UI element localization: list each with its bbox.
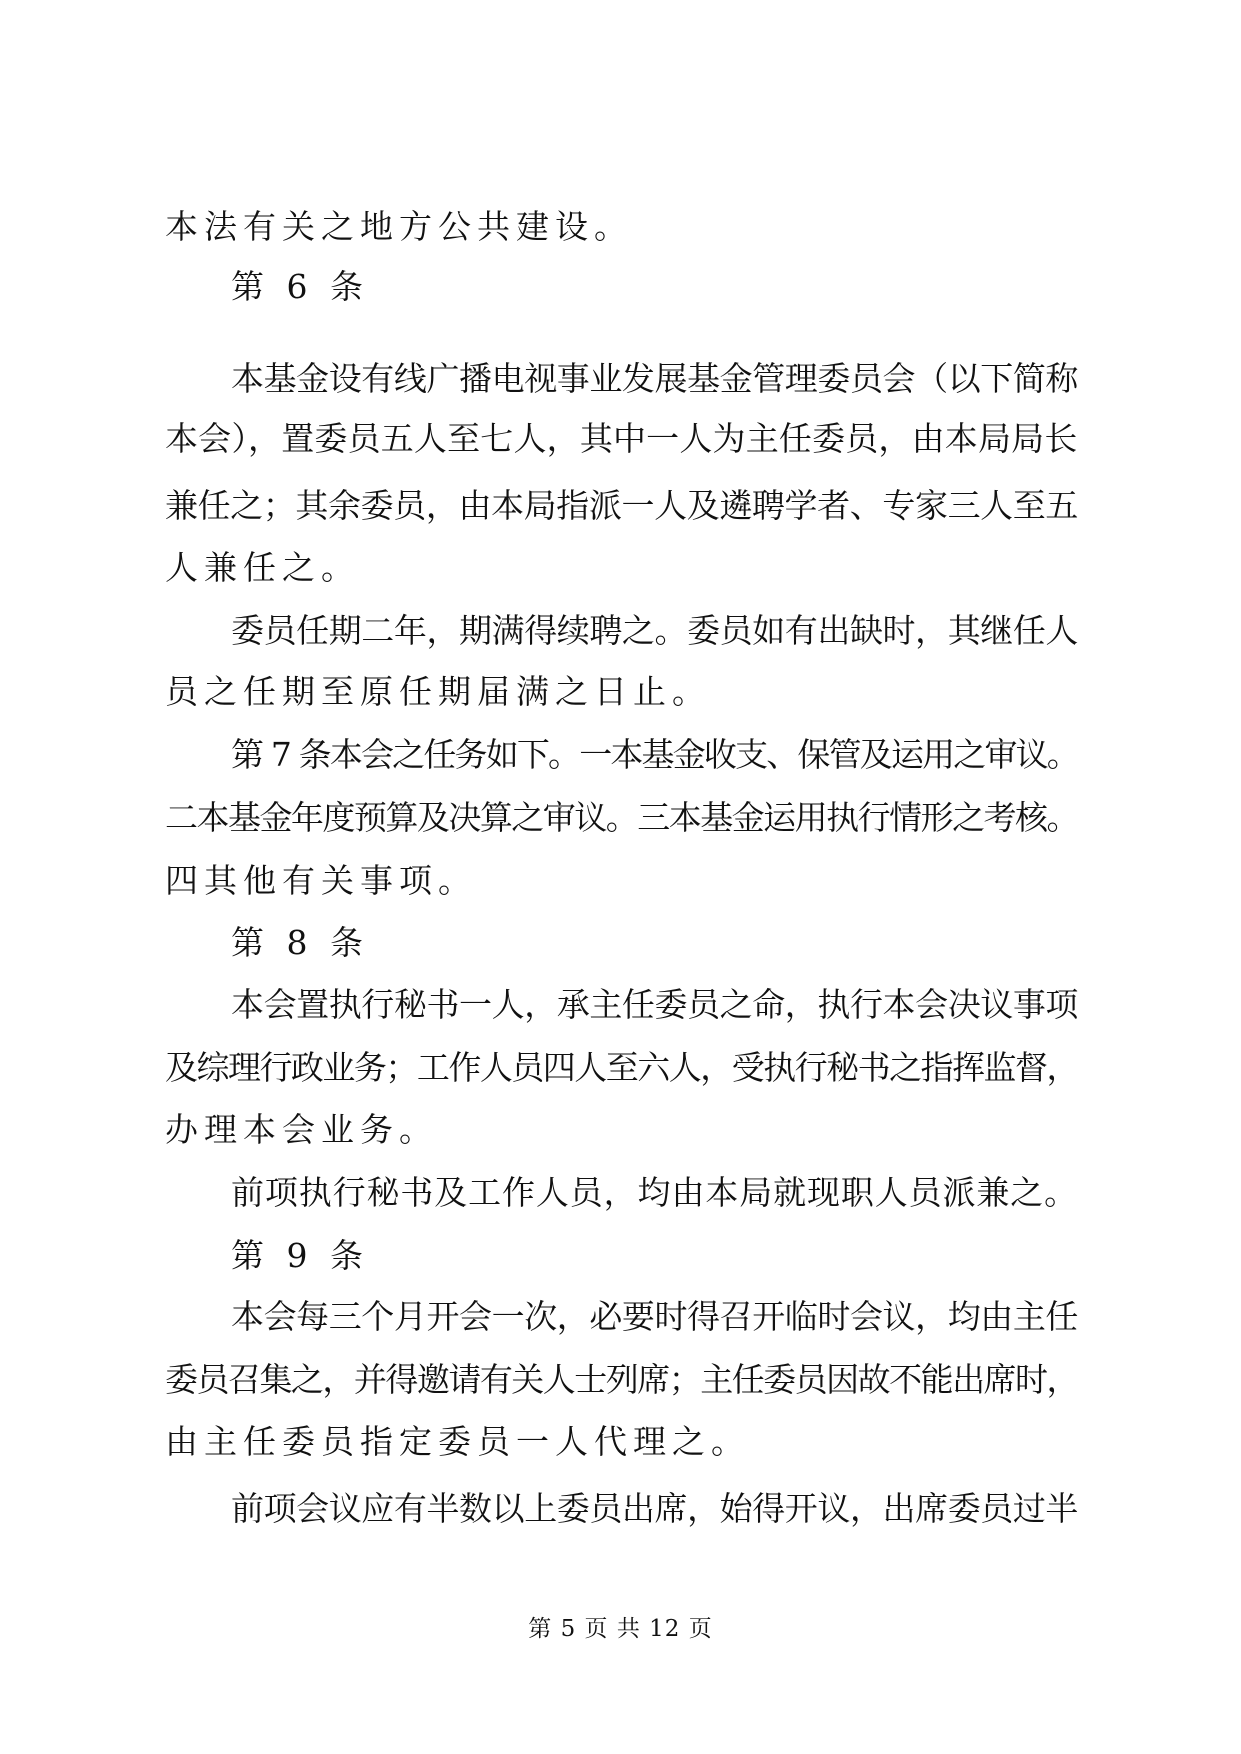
body-line-16: 前项执行秘书及工作人员，均由本局就现职人员派兼之。	[231, 1173, 1078, 1212]
body-line-10: 二本基金年度预算及决算之审议。三本基金运用执行情形之考核。	[165, 798, 1079, 837]
body-line-7: 委员任期二年，期满得续聘之。委员如有出缺时，其继任人	[231, 611, 1079, 650]
article-7-line: 第 7 条本会之任务如下。一本基金收支、保管及运用之审议。	[231, 735, 1078, 774]
body-line-18: 本会每三个月开会一次，必要时得召开临时会议，均由主任	[231, 1297, 1079, 1336]
body-line-1: 本法有关之地方公共建设。	[165, 207, 633, 246]
body-line-20: 由主任委员指定委员一人代理之。	[165, 1422, 750, 1461]
page-number-footer: 第 5 页 共 12 页	[528, 1616, 713, 1642]
body-line-14: 及综理行政业务；工作人员四人至六人，受执行秘书之指挥监督，	[165, 1048, 1079, 1087]
article-heading-6: 第 6 条	[231, 267, 369, 306]
body-line-21: 前项会议应有半数以上委员出席，始得开议，出席委员过半	[231, 1489, 1079, 1528]
body-line-6: 人兼任之。	[165, 548, 360, 587]
body-line-5: 兼任之；其余委员，由本局指派一人及遴聘学者、专家三人至五	[165, 486, 1079, 525]
article-heading-8: 第 8 条	[231, 923, 369, 962]
body-line-13: 本会置执行秘书一人，承主任委员之命，执行本会决议事项	[231, 985, 1079, 1024]
body-line-3: 本基金设有线广播电视事业发展基金管理委员会（以下简称	[231, 359, 1079, 398]
body-line-4: 本会），置委员五人至七人，其中一人为主任委员，由本局局长	[165, 419, 1078, 458]
body-line-11: 四其他有关事项。	[165, 861, 477, 900]
body-line-8: 员之任期至原任期届满之日止。	[165, 672, 711, 711]
body-line-15: 办理本会业务。	[165, 1110, 438, 1149]
body-line-19: 委员召集之，并得邀请有关人士列席；主任委员因故不能出席时，	[165, 1360, 1079, 1399]
article-heading-9: 第 9 条	[231, 1236, 369, 1275]
